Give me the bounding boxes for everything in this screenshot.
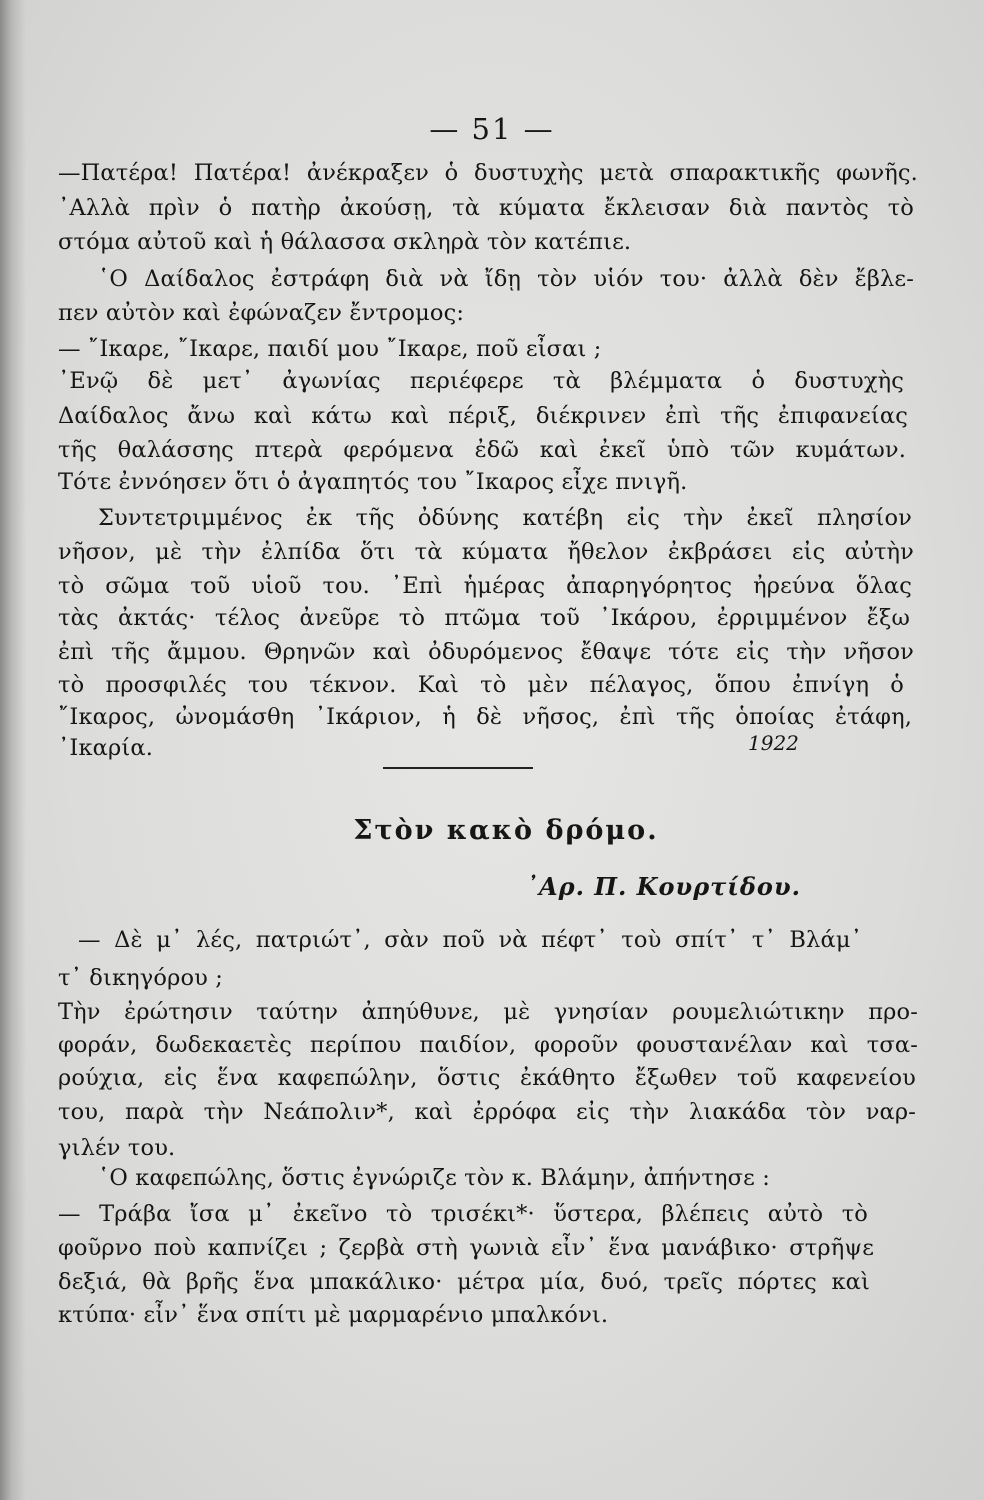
story-author: ᾿Αρ. Π. Κουρτίδου. (526, 872, 801, 901)
text-line: ῎Ικαρος, ὠνομάσθη ᾿Ικάριον, ἡ δὲ νῆσος, ἐπὶ τῆς ὁποίας ἐτάφη, (58, 704, 912, 730)
text-line: ῾Ο Δαίδαλος ἐστράφη διὰ νὰ ἴδῃ τὸν υἱόν του· ἀλλὰ δὲν ἔβλε- (98, 266, 914, 292)
page-binding-shadow (0, 0, 26, 1500)
text-line: —Πατέρα! Πατέρα! ἀνέκραξεν ὁ δυστυχὴς μετὰ σπαρακτικῆς φωνῆς. (58, 160, 918, 186)
text-line: ᾿Αλλὰ πρὶν ὁ πατὴρ ἀκούσῃ, τὰ κύματα ἔκλεισαν διὰ παντὸς τὸ (58, 195, 914, 221)
text-line: ᾿Ικαρία. (58, 735, 153, 761)
text-line: ῾Ο καφεπώλης, ὅστις ἐγνώριζε τὸν κ. Βλάμην, ἀπήντησε : (98, 1165, 771, 1191)
text-line: — Τράβα ἴσα μ᾿ ἐκεῖνο τὸ τρισέκι*· ὕστερα, βλέπεις αὐτὸ τὸ (58, 1201, 868, 1227)
text-line: τὰς ἀκτάς· τέλος ἀνεῦρε τὸ πτῶμα τοῦ ᾿Ικάρου, ἐρριμμένον ἔξω (58, 605, 910, 631)
text-line: στόμα αὐτοῦ καὶ ἡ θάλασσα σκληρὰ τὸν κατέπιε. (58, 229, 632, 255)
story-title: Στὸν κακὸ δρόμο. (353, 815, 659, 846)
text-line: φοράν, δωδεκαετὲς περίπου παιδίον, φοροῦν φουστανέλαν καὶ τσα- (58, 1032, 918, 1058)
text-line: νῆσον, μὲ τὴν ἐλπίδα ὅτι τὰ κύματα ἤθελον ἐκβράσει εἰς αὐτὴν (58, 539, 914, 565)
text-line: τὸ σῶμα τοῦ υἱοῦ του. ᾿Επὶ ἡμέρας ἀπαρηγόρητος ἠρεύνα ὅλας (58, 573, 912, 599)
text-line: Συντετριμμένος ἐκ τῆς ὀδύνης κατέβη εἰς τὴν ἐκεῖ πλησίον (98, 505, 912, 531)
text-line: ρούχια, εἰς ἕνα καφεπώλην, ὅστις ἐκάθητο ἔξωθεν τοῦ καφενείου (58, 1065, 916, 1091)
text-line: πεν αὐτὸν καὶ ἐφώναζεν ἔντρομος: (58, 300, 465, 326)
text-line: κτύπα· εἶν᾿ ἕνα σπίτι μὲ μαρμαρένιο μπαλκόνι. (58, 1302, 609, 1328)
text-line: — ῎Ικαρε, ῎Ικαρε, παιδί μου ῎Ικαρε, ποῦ εἶσαι ; (58, 336, 602, 362)
text-line: τ᾿ δικηγόρου ; (58, 965, 224, 991)
section-separator (383, 767, 533, 769)
text-line: τῆς θαλάσσης πτερὰ φερόμενα ἐδῶ καὶ ἐκεῖ ὑπὸ τῶν κυμάτων. (58, 437, 906, 463)
page-number: — 51 — (429, 112, 555, 146)
text-line: Τὴν ἐρώτησιν ταύτην ἀπηύθυνε, μὲ γνησίαν ρουμελιώτικην προ- (58, 999, 918, 1025)
text-line: Τότε ἐννόησεν ὅτι ὁ ἀγαπητός του ῎Ικαρος εἶχε πνιγῆ. (58, 469, 688, 495)
text-line: τὸ προσφιλές του τέκνον. Καὶ τὸ μὲν πέλαγος, ὅπου ἐπνίγη ὁ (58, 672, 904, 698)
text-line: του, παρὰ τὴν Νεάπολιν*, καὶ ἐρρόφα εἰς τὴν λιακάδα τὸν ναρ- (58, 1099, 916, 1125)
text-line: ᾿Ενῷ δὲ μετ᾿ ἀγωνίας περιέφερε τὰ βλέμματα ὁ δυστυχὴς (58, 368, 904, 394)
text-line: Δαίδαλος ἄνω καὶ κάτω καὶ πέριξ, διέκρινεν ἐπὶ τῆς ἐπιφανείας (58, 403, 908, 429)
text-line: ἐπὶ τῆς ἄμμου. Θρηνῶν καὶ ὀδυρόμενος ἔθαψε τότε εἰς τὴν νῆσον (58, 639, 914, 665)
text-line: φοῦρνο ποὺ καπνίζει ; ζερβὰ στὴ γωνιὰ εἶν᾿ ἕνα μανάβικο· στρῆψε (58, 1235, 874, 1261)
text-line: δεξιά, θὰ βρῆς ἕνα μπακάλικο· μέτρα μία, δυό, τρεῖς πόρτες καὶ (58, 1269, 870, 1295)
text-line: — Δὲ μ᾿ λές, πατριώτ᾿, σὰν ποῦ νὰ πέφτ᾿ τοὺ σπίτ᾿ τ᾿ Βλάμ᾿ (78, 927, 862, 953)
date-1922: 1922 (748, 731, 799, 755)
text-line: γιλέν του. (58, 1135, 176, 1161)
